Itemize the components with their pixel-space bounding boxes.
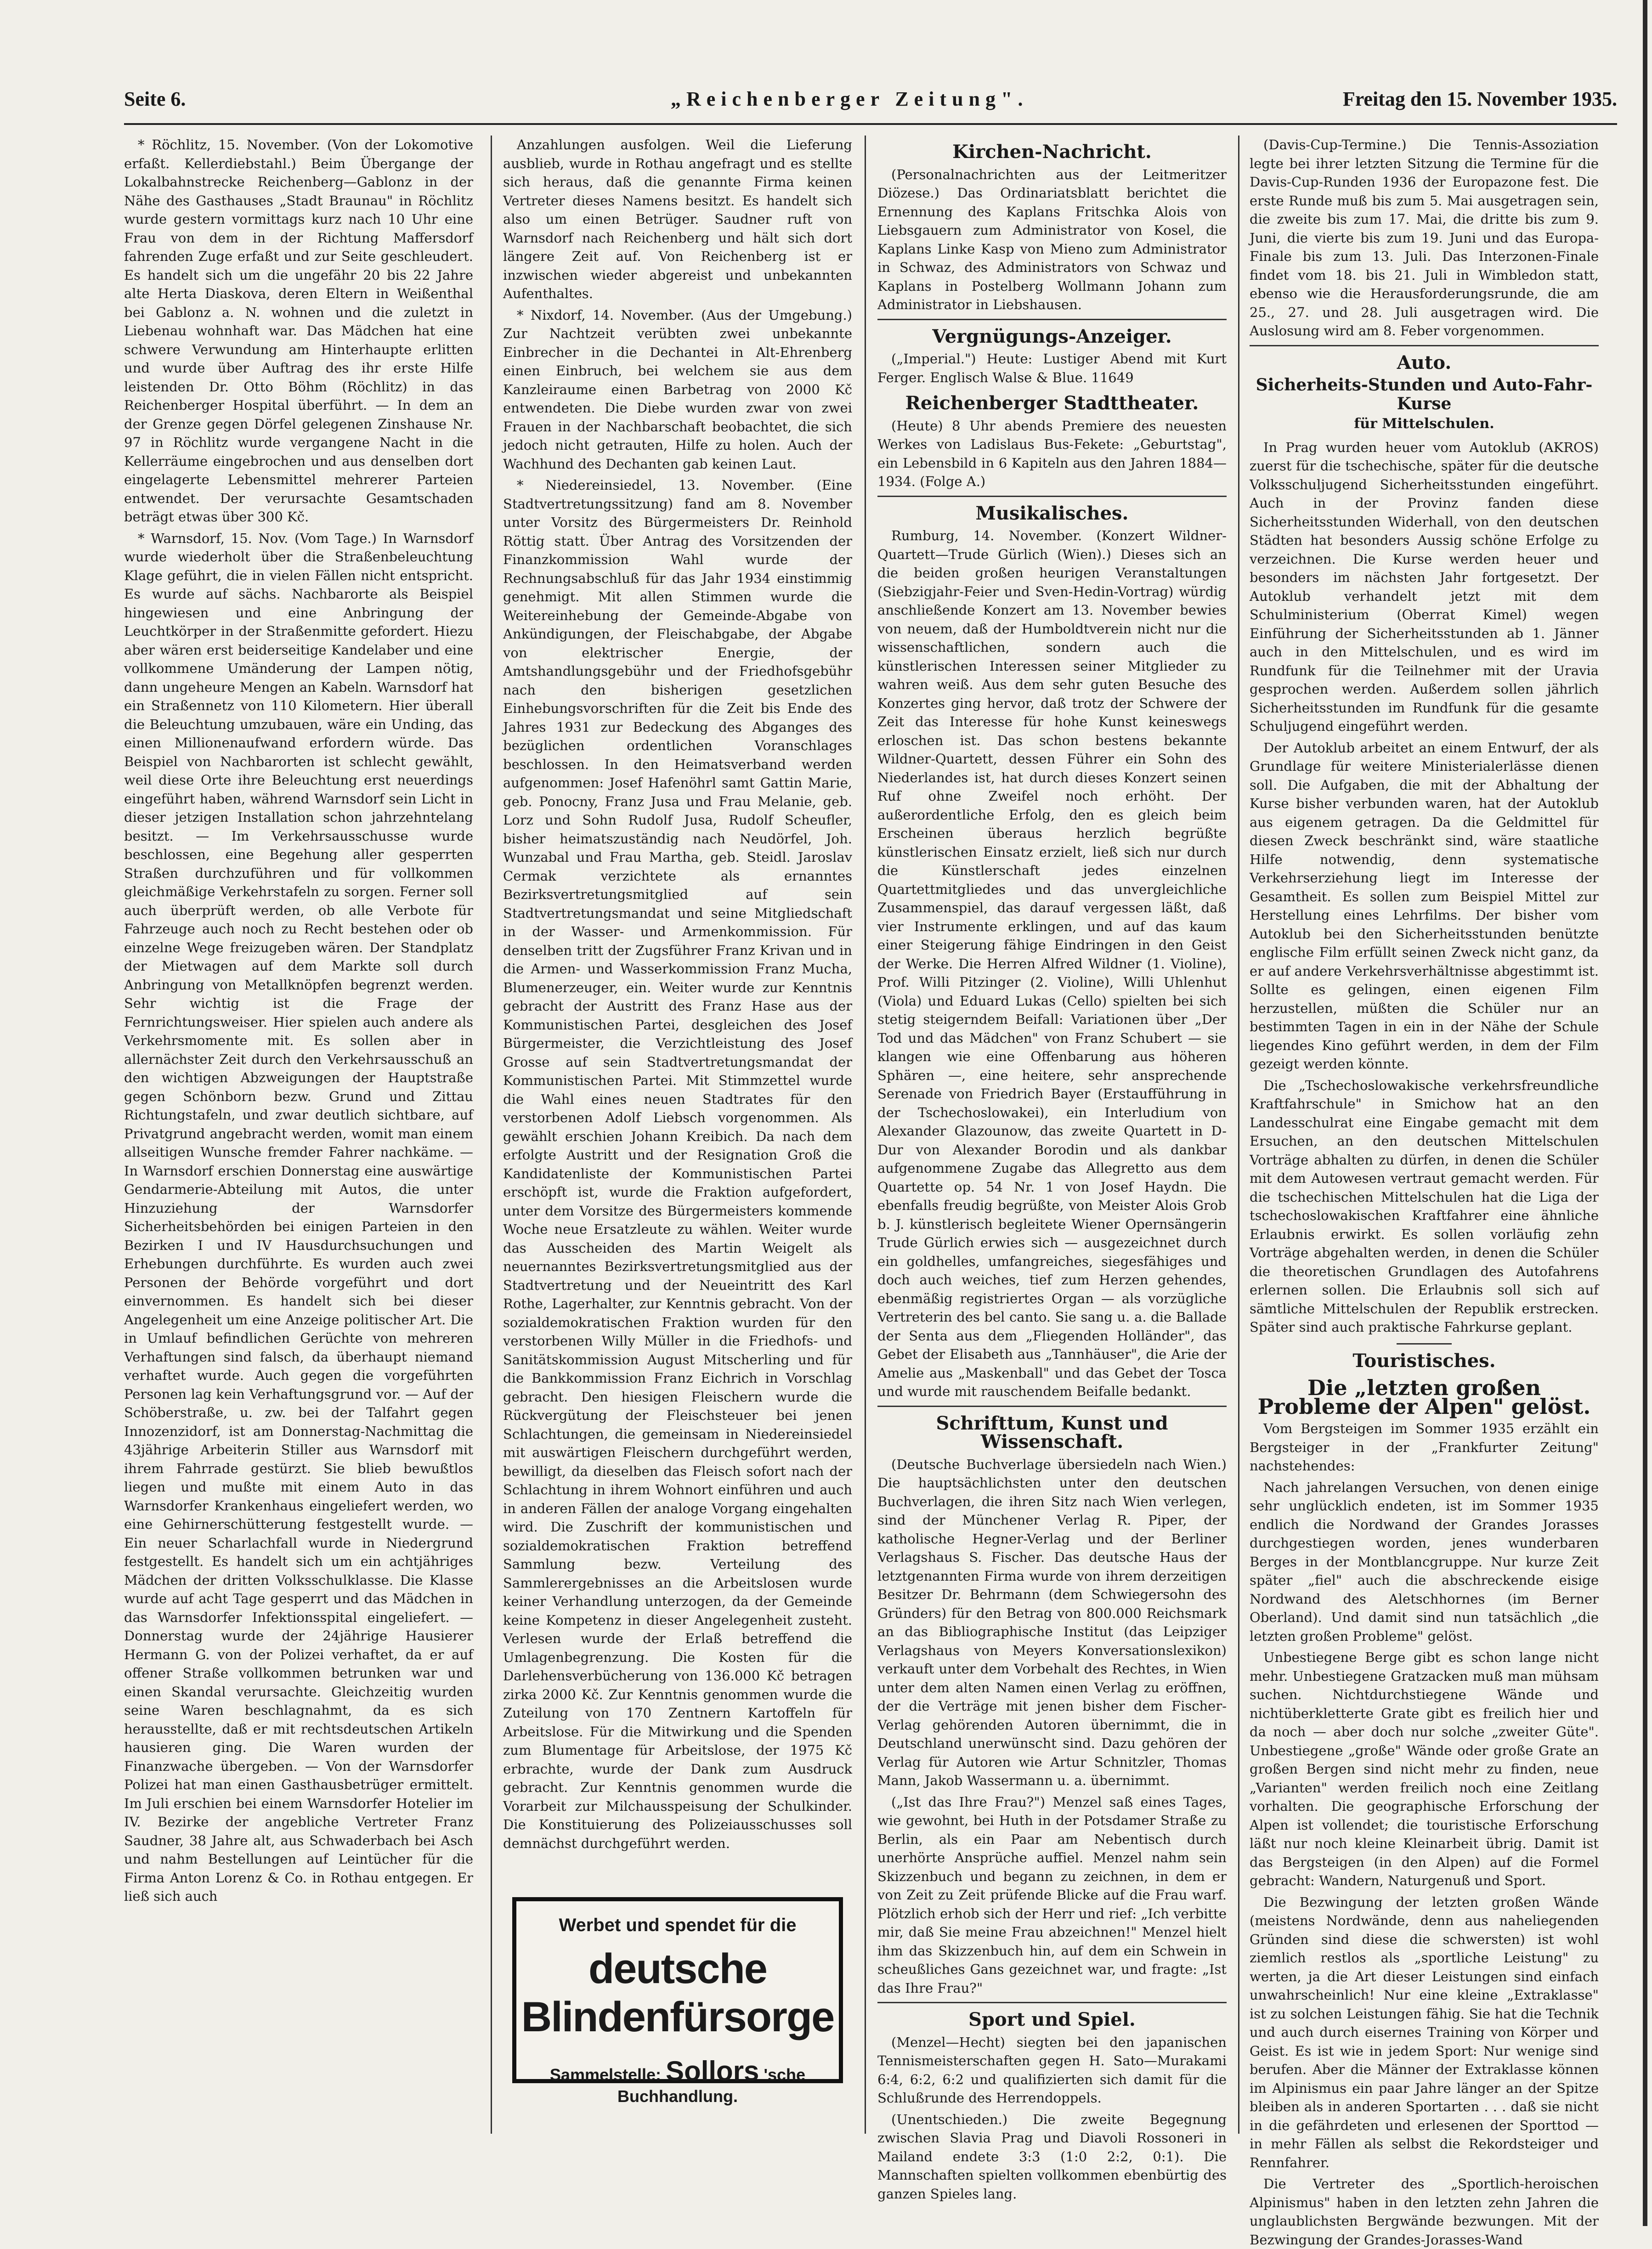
header-rule: [124, 123, 1617, 125]
page-header: [124, 87, 1617, 119]
section-rule: [877, 319, 1227, 320]
heading-schrifttum: Schrifttum, Kunst und Wissenschaft.: [936, 1412, 1168, 1452]
heading-touristisches: Touristisches.: [1352, 1350, 1496, 1372]
heading-auto: Auto.: [1397, 351, 1452, 373]
article-auto-1: In Prag wurden heuer vom Autoklub (AKROS) zuerst für die tschechische, später für die deutsche Volksschuljugend Sicherheitsstunden eingeführt. Auch in der Provinz fanden diese Sicherheitsstunden Widerhall, von den deutschen Städten hat besonders Aussig schöne Erfolge zu verzeichnen. Die Kurse werden heuer und besonders im nächsten Jahr fortgesetzt. Der Autoklub verhandelt jetzt mit dem Schulministerium (Oberrat Kimel) wegen Einführung der Sicherheitsstunden ab 1. Jänner auch in den Mittelschulen, und es wird im Rundfunk für die Teilnehmer mit der Uravia gesprochen werden. Außerdem sollen jährlich Sicherheitsstunden im Rundfunk für die gesamte Schuljugend eingeführt werden.: [1250, 439, 1599, 734]
page-number: Seite 6.: [124, 88, 186, 110]
heading-stadttheater: Reichenberger Stadttheater.: [905, 392, 1199, 414]
column-divider: [491, 136, 492, 2134]
newspaper-title: „Reichenberger Zeitung".: [671, 88, 1029, 110]
article-theater: (Heute) 8 Uhr abends Premiere des neuesten Werkes von Ladislaus Bus-Fekete: „Geburtstag", ein Lebensbild in 6 Kapiteln aus den Jahren 1884—1934. (Folge A.): [877, 418, 1227, 489]
article-davis-cup: (Davis-Cup-Termine.) Die Tennis-Assoziation legte bei ihrer letzten Sitzung die Termine für die Davis-Cup-Runden 1936 der Europazone fest. Die erste Runde muß bis zum 5. Mai ausgetragen sein, die zweite bis zum 17. Mai, die dritte bis zum 9. Juni, die vierte bis zum 19. Juni und das Europa-Finale bis zum 13. Juli. Das Interzonen-Finale findet vom 18. bis 21. Juli in Wimbledon statt, ebenso wie die Herausforderungsrunde, die am 25., 27. und 28. Juli ausgetragen wird. Die Auslosung wird am 8. Feber vorgenommen.: [1250, 137, 1599, 339]
advertisement-blindenfuersorge: [512, 1897, 843, 2106]
article-nixdorf: * Nixdorf, 14. November. (Aus der Umgebung.) Zur Nachtzeit verübten zwei unbekannte Einbrecher in die Dechantei in Alt-Ehrenberg einen Einbruch, bei welchem sie aus dem Kanzleiraume einen Barbetrag von 2000 Kč entwendeten. Die Diebe wurden zwar von zwei Frauen in der Nachbarschaft beobachtet, die sich jedoch nicht getrauten, Hilfe zu holen. Auch der Wachhund des Dechanten gab keinen Laut.: [503, 307, 852, 472]
article-musik: Rumburg, 14. November. (Konzert Wildner-Quartett—Trude Gürlich (Wien).) Dieses sich an die beiden großen heurigen Veranstaltungen (Siebzigjahr-Feier und Sven-Hedin-Vortrag) würdig anschließende Konzert am 13. November bewies von neuem, daß der Humboldtverein nicht nur die wissenschaftlichen, sondern auch die künstlerischen Interessen seiner Mitglieder zu wahren weiß. Aus dem sehr guten Besuche des Konzertes ging hervor, daß trotz der Schwere der Zeit das Interesse für hohe Kunst keineswegs erloschen ist. Das schon bestens bekannte Wildner-Quartett, dessen Führer ein Sohn des Niederlandes ist, hat durch dieses Konzert seinen Ruf ohne Zweifel noch erhöht. Der außerordentliche Erfolg, den es gleich beim Erscheinen überaus herzlich begrüßte künstlerischen Einsatz erzielt, ließ sich nur durch die Künstlerschaft jedes einzelnen Quartettmitgliedes und das unvergleichliche Zusammenspiel, das darauf vergessen läßt, daß vier Instrumente erklingen, und auf das kaum einer Steigerung fähige Eindringen in den Geist der Werke. Die Herren Alfred Wildner (1. Violine), Prof. Willi Pitzinger (2. Violine), Willi Uhlenhut (Viola) und Eduard Lukas (Cello) spielten bei sich stetig steigerndem Beifall: Variationen über „Der Tod und das Mädchen" von Franz Schubert — sie klangen wie eine Offenbarung aus höheren Sphären —, eine heitere, sehr ansprechende Serenade von Friedrich Bayer (Erstaufführung in der Tschechoslowakei), ein Interludium von Alexander Glazounow, das zweite Quartett in D-Dur von Alexander Borodin und als dankbar aufgenommene Zugabe das Allegretto aus dem Quartette op. 54 Nr. 1 von Josef Haydn. Die ebenfalls freudig begrüßte, von Meister Alois Grob b. J. künstlerisch begleitete Wiener Opernsängerin Trude Gürlich erwies sich — ausgezeichnet durch ein goldhelles, umfangreiches, siegesfähiges und doch auch weiches, tief zum Herzen gehendes, ebenmäßig registriertes Organ — als vorzügliche Vertreterin des bel canto. Sie sang u. a. die Ballade der Senta aus dem „Fliegenden Holländer", das Gebet der Elisabeth aus „Tannhäuser", die Arie der Amelie aus „Maskenball" und das Gebet der Tosca und wurde mit rauschendem Beifalle bedankt.: [877, 528, 1227, 1399]
article-auto-2: Der Autoklub arbeitet an einem Entwurf, der als Grundlage für weitere Ministerialerlässe dienen soll. Die Aufgaben, die mit der Abhaltung der Kurse bisher verbunden waren, hat der Autoklub aus eigenem getragen. Da die Geldmittel für diesen Zweck beschränkt sind, wäre staatliche Hilfe notwendig, denn systematische Verkehrserziehung liegt im Interesse der Gesamtheit. Es sollen zum Beispiel Mittel zur Herstellung eines Lehrfilms. Der bisher vom Autoklub bei den Sicherheitsstunden benützte englische Film erfüllt seinen Zweck nicht ganz, da er auf andere Verkehrsverhältnisse abgestimmt ist. Sollte es gelingen, einen eigenen Film herzustellen, müßten die Schüler nur an bestimmten Tagen in ein in der Nähe der Schule liegendes Kino geführt werden, in dem der Film gezeigt werden könnte.: [1250, 740, 1599, 1072]
ad-shop-name: Sollors: [666, 2056, 759, 2086]
article-buchverlage: (Deutsche Buchverlage übersiedeln nach Wien.) Die hauptsächlichsten unter den deutschen Buchverlagen, die ihren Sitz nach Wien verlegen, sind der Münchener Verlag R. Piper, der katholische Hegner-Verlag und der Berliner Verlagshaus S. Fischer. Das deutsche Haus der letztgenannten Firma wurde von ihrem derzeitigen Besitzer Dr. Behrmann (dem Schwiegersohn des Gründers) für den Betrag von 800.000 Reichsmark an das Bibliographische Institut (das Leipziger Verlagshaus von Meyers Konversationslexikon) verkauft unter dem Vorbehalt des Rechtes, in Wien unter dem alten Namen einen Verlag zu eröffnen, der die Verträge mit jenen bisher dem Fischer-Verlag gehörenden Autoren übernimmt, die in Deutschland unerwünscht sind. Dazu gehören der Verlag für Autoren wie Artur Schnitzler, Thomas Mann, Jakob Wassermann u. a. übernimmt.: [877, 1456, 1227, 1788]
article-alpen-2: Unbestiegene Berge gibt es schon lange nicht mehr. Unbestiegene Gratzacken muß man mühsam suchen. Nichtdurchstiegene Wände und nichtüberkletterte Grate gibt es freilich hier und da noch — aber doch nur solche „zweiter Güte". Unbestiegene „große" Wände oder große Grate an großen Bergen sind nicht mehr zu finden, neue „Varianten" werden freilich noch eine Zeitlang vorhalten. Die geographische Erforschung der Alpen ist vollendet; die touristische Erforschung läßt nur noch kleine Kleinarbeit übrig. Damit ist das Bergsteigen (in den Alpen) auf die Formel gebracht: Wandern, Naturgenuß und Sport.: [1250, 1650, 1599, 1888]
article-menzel: („Ist das Ihre Frau?") Menzel saß eines Tages, wie gewohnt, bei Huth in der Potsdamer Straße zu Berlin, als ein Paar am Nebentisch durch unerhörte Ansprüche auffiel. Menzel nahm sein Skizzenbuch und begann zu zeichnen, in dem er von Zeit zu Zeit prüfende Blicke auf die Frau warf. Plötzlich erhob sich der Herr und rief: „Ich verbitte mir, daß Sie meine Frau abzeichnen!" Menzel hielt ihm das Skizzenbuch hin, auf dem ein Schwein in scheußliches Gans gezeichnet war, und fragte: „Ist das Ihre Frau?": [877, 1794, 1227, 1996]
article-kirchen: (Personalnachrichten aus der Leitmeritzer Diözese.) Das Ordinariatsblatt berichtet die Ernennung des Kaplans Fritschka Alois von Liebsgauern zum Administrator von Kosel, die Kaplans Linke Kasp von Mieno zum Administrator in Schwaz, des Administrators von Schwaz und Kaplans in Postelberg Wollmann Johann zum Administrator in Liebshausen.: [877, 166, 1227, 312]
column-2: [503, 136, 852, 1927]
article-warnsdorf-cont: Anzahlungen ausfolgen. Weil die Lieferung ausblieb, wurde in Rothau angefragt und es stellte sich heraus, daß die genannte Firma keinen Vertreter dieses Namens besitzt. Es handelt sich also um einen Betrüger. Saudner ruft von Warnsdorf nach Reichenberg und hält sich dort längere Zeit auf. Von Reichenberg ist er inzwischen wieder abgereist und unbekannten Aufenthaltes.: [503, 137, 852, 301]
section-rule: [1250, 345, 1599, 346]
heading-musik: Musikalisches.: [975, 502, 1129, 524]
column-4: [1250, 136, 1599, 2248]
article-warnsdorf: * Warnsdorf, 15. Nov. (Vom Tage.) In Warnsdorf wurde wiederholt über die Straßenbeleuchtung Klage geführt, die in vielen Fällen nicht entspricht. Es wurde auf sächs. Nachbarorte als Beispiel hingewiesen und eine Anbringung der Leuchtkörper in der Straßenmitte gefordert. Hiezu aber wären erst beiderseitige Kandelaber und eine vollkommene Umänderung der Lampen nötig, dann ungeheure Mengen an Kabeln. Warnsdorf hat ein Straßennetz von 110 Kilometern. Hier überall die Beleuchtung umzubauen, wäre ein Unding, das einen Millionenaufwand erfordern würde. Das Beispiel von Nachbarorten ist schlecht gewählt, weil diese Orte ihre Beleuchtung erst neuerdings eingeführt haben, während Warnsdorf sein Licht in dieser jetzigen Installation schon jahrzehntelang besitzt. — Im Verkehrsausschusse wurde beschlossen, eine Begehung aller gesperrten Straßen durchzuführen und für vollkommen gleichmäßige Verkehrstafeln zu sorgen. Ferner soll auch überprüft werden, ob alle Verbote für Fahrzeuge auch noch zu Recht bestehen oder ob einzelne Wege freizugeben wären. Der Standplatz der Mietwagen auf dem Markte soll durch Anbringung von Metallknöpfen begrenzt werden. Sehr wichtig ist die Frage der Fernrichtungsweiser. Hier spielen auch andere als Verkehrsmomente mit. Es sollen aber in allernächster Zeit durch den Verkehrsausschuß an den wichtigen Abzweigungen der Hauptstraße gegen Schönborn bezw. Grund und Zittau Richtungstafeln, und zwar deutlich sichtbare, auf Privatgrund angebracht werden, womit man einem allseitigen Wunsche fremder Fahrer nachkäme. — In Warnsdorf erschien Donnerstag eine auswärtige Gendarmerie-Abteilung mit Autos, die unter Hinzuziehung der Warnsdorfer Sicherheitsbehörden bei einigen Parteien in den Bezirken I und IV Hausdurchsuchungen und Erhebungen durchführte. Es wurden auch zwei Personen der Behörde vorgeführt und dort einvernommen. Es handelt sich bei dieser Angelegenheit um eine Anzeige politischer Art. Die in Umlauf befindlichen Gerüchte von mehreren Verhaftungen sind falsch, da überhaupt niemand verhaftet wurde. Auch gegen die vorgeführten Personen lag kein Verhaftungsgrund vor. — Auf der Schöberstraße, u. zw. bei der Talfahrt gegen Innozenzidorf, ist am Donnerstag-Nachmittag die 43jährige Arbeiterin Stiller aus Warnsdorf mit ihrem Fahrrade gestürzt. Sie blieb bewußtlos liegen und mußte mit einem Auto in das Warnsdorfer Krankenhaus eingeliefert werden, wo eine Gehirnerschütterung festgestellt wurde. — Ein neuer Scharlachfall wurde in Niedergrund festgestellt. Es handelt sich um ein achtjähriges Mädchen der dritten Volksschulklasse. Die Klasse wurde auf acht Tage gesperrt und das Mädchen in das Warnsdorfer Infektionsspital eingeliefert. — Donnerstag wurde der 24jährige Hausierer Hermann G. von der Polizei verhaftet, da er auf offener Straße vollkommen betrunken war und einen Skandal verursachte. Gleichzeitig wurden seine Waren beschlagnahmt, da es sich herausstellte, daß er mit rechtsdeutschen Artikeln hausieren ging. Die Waren wurden der Finanzwache übergeben. — Von der Warnsdorfer Polizei hat man einen Gasthausbetrüger ermittelt. Im Juli erschien bei einem Warnsdorfer Hotelier im IV. Bezirke der angebliche Vertreter Franz Saudner, 38 Jahre alt, aus Schwaderbach bei Asch und nahm Bestellungen auf Leintücher für die Firma Anton Lorenz & Co. in Rothau entgegen. Er ließ sich auch: [124, 530, 473, 1904]
section-rule: [877, 2002, 1227, 2003]
article-alpen-4: Die Vertreter des „Sportlich-heroischen Alpinismus" haben in den letzten zehn Jahren die unglaublichsten Bergwände bezwungen. Mit der Bezwingung der Grandes-Jorasses-Wand: [1250, 2176, 1599, 2248]
ad-shop-suffix: 'sche Buchhandlung.: [617, 2065, 806, 2106]
heading-alpen: Die „letzten großen Probleme der Alpen" gelöst.: [1257, 1375, 1591, 1419]
heading-vergnuegung: Vergnügungs-Anzeiger.: [932, 325, 1172, 347]
ad-line-3: [516, 2055, 839, 2106]
ad-line-2: deutsche Blindenfürsorge: [521, 1945, 834, 2040]
column-1: [124, 136, 473, 2134]
heading-kirchen: Kirchen-Nachricht.: [952, 141, 1152, 163]
article-auto-3: Die „Tschechoslowakische verkehrsfreundliche Kraftfahrschule" in Smichow hat an den Landesschulrat eine Eingabe gemacht mit dem Ersuchen, an den deutschen Mittelschulen Vorträge abhalten zu dürfen, in denen die Schüler mit dem Autowesen vertraut gemacht werden. Für die tschechischen Mittelschulen hat die Liga der tschechoslowakischen Kraftfahrer eine ähnliche Erlaubnis erwirkt. Es sollen vorläufig zehn Vorträge abgehalten werden, in denen die Schüler die theoretischen Grundlagen des Autofahrens erlernen sollen. Die Erlaubnis soll sich auf sämtliche Mittelschulen der Republik erstrecken. Später sind auch praktische Fahrkurse geplant.: [1250, 1077, 1599, 1335]
ad-line-1: Werbet und spendet für die: [559, 1915, 797, 1935]
article-alpen-3: Die Bezwingung der letzten großen Wände (meistens Nordwände, denn aus naheliegenden Gründen sind diese die schwersten) ist wohl ziemlich restlos als „sportliche Leistung" zu werten, ja die Art dieser Leistungen sind einfach unwahrscheinlich! Nur eine kleine „Extraklasse" ist zu solchen Leistungen fähig. Sie hat die Technik und auch durch eisernes Training von Körper und Geist. Es ist wie in jedem Sport: Nur wenige sind berufen. Aber die Männer der Extraklasse können im Alpinismus ein paar Jahre länger an der Spitze bleiben als in anderen Sportarten . . . daß sie nicht in die gefährdeten und erlesenen der Sporttod — in mehr Fällen als selbst die Rekordsteiger und Rennfahrer.: [1250, 1894, 1599, 2170]
subheading-mittelschulen: für Mittelschulen.: [1354, 416, 1494, 432]
section-dash: [1397, 1343, 1452, 1345]
article-fussball: (Unentschieden.) Die zweite Begegnung zwischen Slavia Prag und Diavoli Rossoneri in Mailand endete 3:3 (1:0 2:2, 0:1). Die Mannschaften spielten vollkommen ebenbürtig des ganzen Spieles lang.: [877, 2111, 1227, 2202]
article-niedereinsiedel: * Niedereinsiedel, 13. November. (Eine Stadtvertretungssitzung) fand am 8. November unter Vorsitz des Bürgermeisters Dr. Reinhold Röttig statt. Über Antrag des Vorsitzenden der Finanzkommission Wahl wurde der Rechnungsabschluß für das Jahr 1934 einstimmig genehmigt. Mit allen Stimmen wurde die Weitereinhebung der Gemeinde-Abgabe von Ankündigungen, der Fleischabgabe, der Abgabe von elektrischer Energie, der Amtshandlungsgebühr und der Friedhofsgebühr nach den bisherigen gesetzlichen Einhebungsvorschriften für die Zeit bis Ende des Jahres 1931 zur Bedeckung des Abganges des bezüglichen ordentlichen Voranschlages beschlossen. In den Heimatsverband werden aufgenommen: Josef Hafenöhrl samt Gattin Marie, geb. Ponocny, Franz Jusa und Frau Melanie, geb. Lorz und Sohn Rudolf Jusa, Rudolf Scheufler, bisher heimatszuständig nach Neudörfel, Joh. Wunzabal und Frau Martha, geb. Steidl. Jaroslav Cermak verzichtete als ernanntes Bezirksvertretungsmitglied auf sein Stadtvertretungsmandat und seine Mitgliedschaft in der Wasser- und Armenkommission. Für denselben tritt der Zugsführer Franz Krivan und in die Armen- und Wasserkommission Franz Mucha, Blumenerzeuger, ein. Weiter wurde zur Kenntnis gebracht der Austritt des Franz Hase aus der Kommunistischen Partei, desgleichen des Josef Bürgermeister, die Verzichtleistung des Josef Grosse auf sein Stadtvertretungsmandat der Kommunistischen Partei. Mit Stimmzettel wurde die Wahl eines neuen Stadtrates für den verstorbenen Adolf Liebsch vorgenommen. Als gewählt erschien Johann Kreibich. Da nach dem erfolgte Austritt und der Resignation Groß die Kandidatenliste der Kommunistischen Partei erschöpft ist, wurde die Fraktion aufgefordert, unter dem Vorsitze des Bürgermeisters kommende Woche neue Ersatzleute zu wählen. Weiter wurde das Ausscheiden des Martin Weigelt als neuernanntes Bezirksvertretungsmitglied aus der Stadtvertretung und der Neueintritt des Karl Rothe, Lagerhalter, zur Kenntnis gebracht. Von der sozialdemokratischen Fraktion wurden für den verstorbenen Willy Müller in die Friedhofs- und Sanitätskommission August Mitscherling und für die Bankkommission Franz Eichrich in Vorschlag gebracht. Den hiesigen Fleischern wurde die Rückvergütung der Fleischsteuer bei jenen Schlachtungen, die gemeinsam in Niedereinsiedel mit auswärtigen Fleischern durchgeführt werden, bewilligt, da dieselben das Fleisch sofort nach der Schlachtung in ihrem Wohnort einführen und auch in anderen Fällen der analoge Vorgang eingehalten wird. Die Zuschrift der kommunistischen und sozialdemokratischen Fraktion betreffend Sammlung bezw. Verteilung des Sammlerergebnisses an die Arbeitslosen wurde keiner Verhandlung unterzogen, da der Gemeinde keine Kompetenz in dieser Angelegenheit zusteht. Verlesen wurde der Erlaß betreffend die Umlagenbegrenzung. Die Kosten für die Darlehensverbücherung von 136.000 Kč betragen zirka 2000 Kč. Zur Kenntnis genommen wurde die Zuteilung von 170 Zentnern Kartoffeln für Arbeitslose. Für die Mitwirkung und die Spenden zum Blumentage für Arbeitslose, der 1975 Kč erbrachte, wurde der Dank zum Ausdruck gebracht. Zur Kenntnis genommen wurde die Vorarbeit zur Milchausspeisung der Schulkinder. Die Konstituierung des Polizeiausschusses soll demnächst durchgeführt werden.: [503, 477, 852, 1851]
column-divider: [865, 136, 866, 2134]
scan-edge: [1643, 0, 1647, 2226]
ad-collection-label: Sammelstelle:: [549, 2065, 662, 2084]
heading-sport: Sport und Spiel.: [968, 2009, 1136, 2030]
article-alpen-1: Nach jahrelangen Versuchen, von denen einige sehr unglücklich endeten, ist im Sommer 1935 endlich die Nordwand der Grandes Jorasses durchgestiegen worden, jenes wunderbaren Berges in der Montblancgruppe. Nur kurze Zeit später „fiel" auch die abschreckende eisige Nordwand des Aletschhornes (im Berner Oberland). Und damit sind nun tatsächlich „die letzten großen Probleme" gelöst.: [1250, 1479, 1599, 1644]
column-3: [877, 136, 1227, 2202]
column-divider: [1238, 136, 1239, 2134]
heading-sicherheitsstunden: Sicherheits-Stunden und Auto-Fahr-Kurse: [1256, 375, 1593, 413]
article-tennis: (Menzel—Hecht) siegten bei den japanischen Tennismeisterschaften gegen H. Sato—Murakami 6:4, 6:2, 6:2 und qualifizierten sich damit für die Schlußrunde des Herrendoppels.: [877, 2034, 1227, 2106]
article-imperial: („Imperial.") Heute: Lustiger Abend mit Kurt Ferger. Englisch Walse & Blue. 11649: [877, 351, 1227, 385]
issue-date: Freitag den 15. November 1935.: [1342, 88, 1617, 110]
section-rule: [877, 496, 1227, 497]
article-alpen-intro: Vom Bergsteigen im Sommer 1935 erzählt ein Bergsteiger in der „Frankfurter Zeitung" nachstehendes:: [1250, 1421, 1599, 1474]
article-roechlitz: * Röchlitz, 15. November. (Von der Lokomotive erfaßt. Kellerdiebstahl.) Beim Übergange der Lokalbahnstrecke Reichenberg—Gablonz in der Nähe des Gasthauses „Stadt Braunau" in Röchlitz wurde gestern vormittags kurz nach 10 Uhr eine Frau von dem in der Richtung Maffersdorf fahrenden Zuge erfaßt und zur Seite geschleudert. Es handelt sich um die ungefähr 20 bis 22 Jahre alte Herta Diaskova, deren Eltern in Weißenthal bei Gablonz a. N. wohnen und die zuletzt in Liebenau wohnhaft war. Das Mädchen hat eine schwere Verwundung am Hinterhaupte erlitten und wurde über Auftrag des ihr erste Hilfe leistenden Dr. Otto Böhm (Röchlitz) in das Reichenberger Hospital überführt. — In dem an der Grenze gegen Dörfel gelegenen Zinshause Nr. 97 in Röchlitz wurde vergangene Nacht in die Kellerräume eingebrochen und aus denselben dort eingelagerte Lebensmittel mehrerer Parteien entwendet. Der verursachte Gesamtschaden beträgt etwas über 300 Kč.: [124, 137, 473, 525]
section-rule: [877, 1406, 1227, 1407]
